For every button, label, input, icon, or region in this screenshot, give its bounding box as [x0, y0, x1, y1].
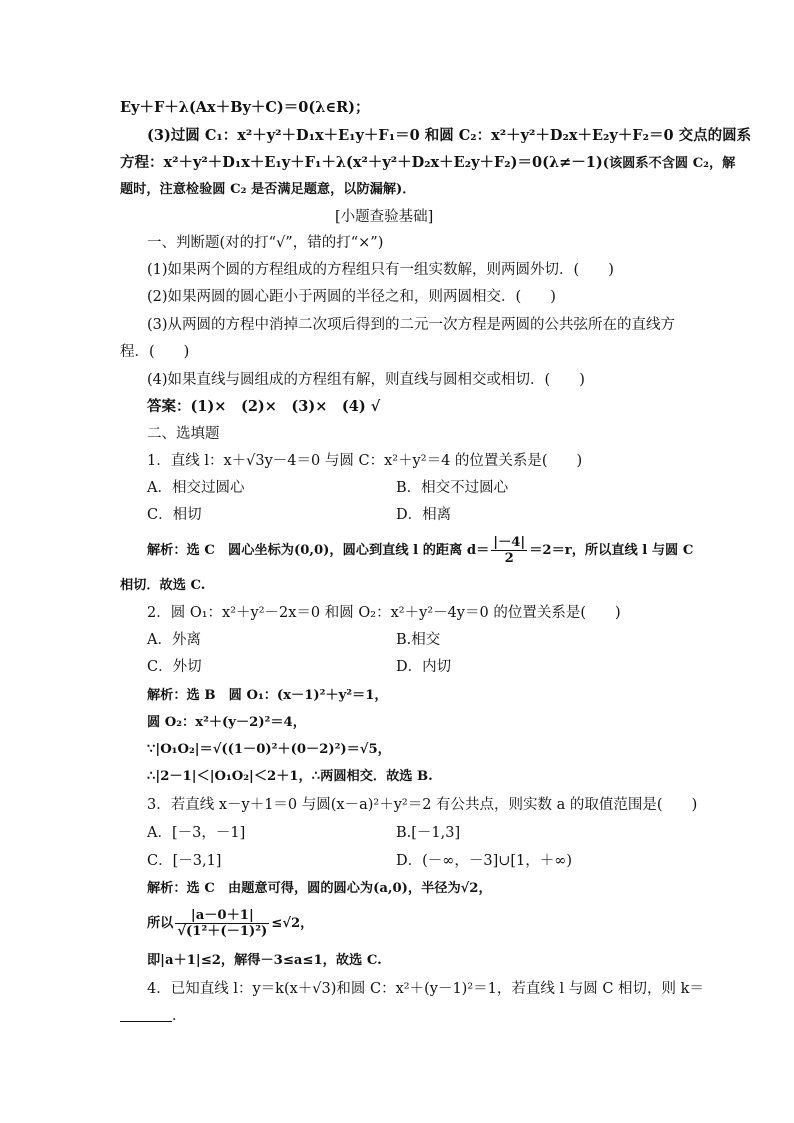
solution-text: ≤√2，	[271, 916, 314, 931]
text-span: (该圆系不含圆 C₂，解	[602, 156, 736, 171]
fraction-numerator: |－4|	[493, 535, 526, 550]
text-line: 一、判断题(对的打“√”，错的打“×”)	[147, 235, 384, 251]
solution-line	[147, 908, 313, 939]
question-item: 1．直线 l：x＋√3y－4＝0 与圆 C：x²＋y²＝4 的位置关系是( )	[147, 453, 583, 469]
fraction-denominator: 2	[504, 551, 514, 566]
solution-line: ∵|O₁O₂|＝√((1－0)²＋(0－2)²)＝√5，	[147, 742, 391, 757]
option-a: A．[－3，－1]	[147, 825, 246, 841]
option-a: A．外离	[147, 632, 201, 648]
solution-text: ＝2＝r，所以直线 l 与圆 C	[529, 543, 694, 558]
solution-line: 解析：选 C 由题意可得，圆的圆心为(a,0)，半径为√2，	[147, 881, 492, 896]
text-line: 题时，注意检验圆 C₂ 是否满足题意，以防漏解)．	[120, 182, 416, 197]
option-c: C．[－3,1]	[147, 853, 222, 869]
solution-line: 即|a＋1|≤2，解得－3≤a≤1，故选 C.	[147, 953, 382, 968]
fraction	[175, 908, 269, 939]
section-heading: [小题查验基础]	[335, 209, 434, 225]
option-d: D．相离	[396, 507, 452, 523]
question-item: 2．圆 O₁：x²＋y²－2x＝0 和圆 O₂：x²＋y²－4y＝0 的位置关系是( )	[147, 605, 621, 621]
solution-text: 所以	[147, 916, 174, 931]
option-c: C．相切	[147, 507, 202, 523]
question-item: (3)从两圆的方程中消掉二次项后得到的二元一次方程是两圆的公共弦所在的直线方	[147, 317, 676, 333]
text-span: 方程：x²＋y²＋D₁x＋E₁y＋F₁＋λ(x²＋y²＋D₂x＋E₂y＋F₂)＝0(λ≠－1)	[120, 154, 603, 171]
question-item: (1)如果两个圆的方程组成的方程组只有一组实数解，则两圆外切．( )	[147, 262, 614, 278]
question-item: 4．已知直线 l：y＝k(x＋√3)和圆 C：x²＋(y－1)²＝1，若直线 l 与圆 C 相切，则 k＝	[147, 981, 704, 997]
option-d: D．(－∞，－3]∪[1，＋∞)	[396, 853, 573, 869]
fraction-numerator: |a－0＋1|	[175, 908, 269, 924]
fraction-denominator: √(1²＋(－1)²)	[177, 924, 268, 939]
option-d: D．内切	[396, 659, 452, 675]
question-item: (2)如果两圆的圆心距小于两圆的半径之和，则两圆相交．( )	[147, 289, 556, 305]
option-b: B．相交不过圆心	[396, 480, 509, 496]
question-item: 3．若直线 x－y＋1＝0 与圆(x－a)²＋y²＝2 有公共点，则实数 a 的取值范围是( )	[147, 797, 698, 813]
solution-text: 解析：选 C 圆心坐标为(0,0)，圆心到直线 l 的距离 d＝	[147, 543, 490, 558]
solution-line: 圆 O₂：x²＋(y－2)²＝4，	[147, 715, 306, 730]
answer-blank-line	[120, 1006, 187, 1026]
text-line: (3)过圆 C₁：x²＋y²＋D₁x＋E₁y＋F₁＝0 和圆 C₂：x²＋y²＋D₂x＋E₂y＋F₂＝0 交点的圆系	[147, 127, 752, 144]
answer-line: 答案：(1)× (2)× (3)× (4) √	[147, 398, 381, 415]
solution-line: 相切．故选 C.	[120, 578, 206, 593]
option-a: A．相交过圆心	[147, 480, 245, 496]
solution-line	[147, 535, 693, 566]
fraction	[491, 535, 527, 566]
answer-blank[interactable]	[120, 1007, 172, 1022]
option-b: B.相交	[396, 632, 441, 648]
option-c: C．外切	[147, 659, 202, 675]
text-line	[120, 153, 735, 174]
question-item: (4)如果直线与圆组成的方程组有解，则直线与圆相交或相切．( )	[147, 372, 585, 388]
section-heading: 二、选填题	[147, 426, 220, 442]
text-line: Ey＋F＋λ(Ax＋By＋C)＝0(λ∈R)；	[120, 99, 370, 116]
option-b: B.[－1,3]	[396, 825, 461, 841]
text-line: 程．( )	[120, 344, 190, 360]
solution-line: ∴|2－1|＜|O₁O₂|＜2＋1，∴两圆相交．故选 B.	[147, 769, 433, 784]
text-span: ．	[172, 1008, 187, 1024]
solution-line: 解析：选 B 圆 O₁：(x－1)²＋y²＝1，	[147, 688, 388, 703]
